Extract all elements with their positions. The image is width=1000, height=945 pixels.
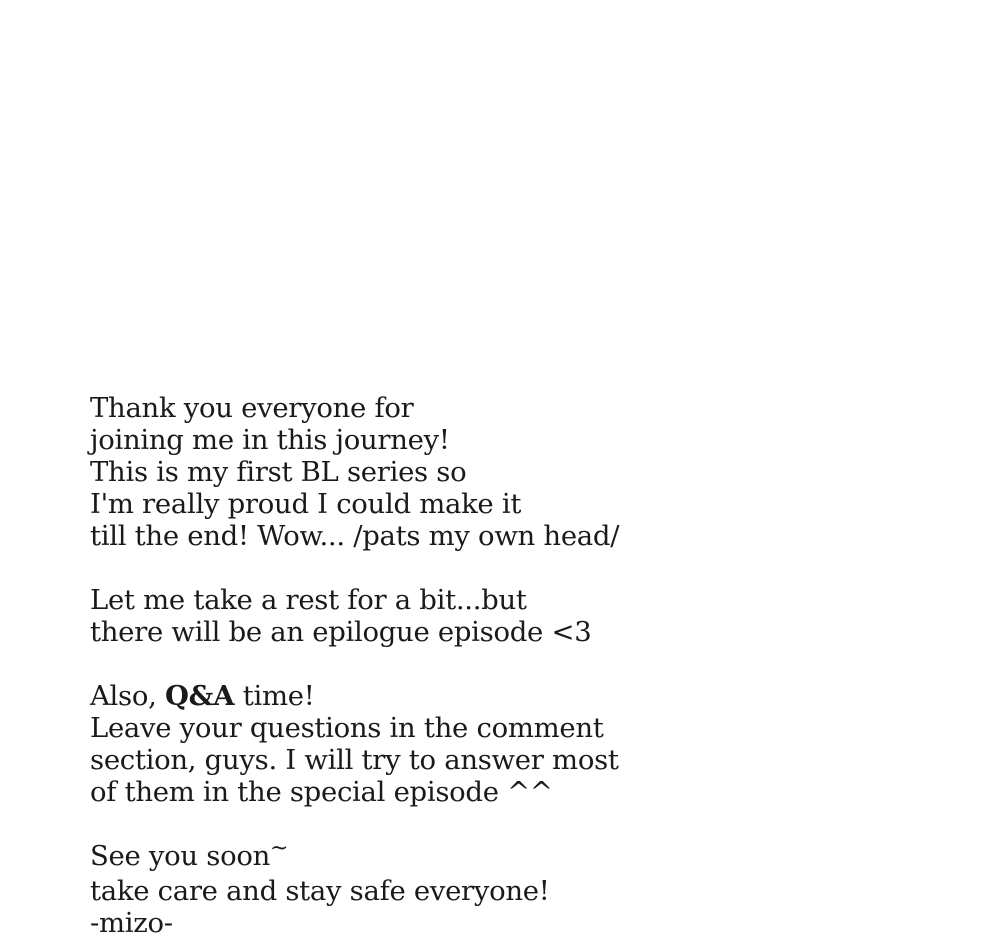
text-line: of them in the special episode ^^ [90,776,553,808]
qna-bold-label: Q&A [165,680,235,712]
qna-prefix: Also, [90,680,166,712]
text-line: I'm really proud I could make it [90,488,522,520]
farewell-paragraph [90,836,970,939]
see-you-line [90,836,970,875]
qna-suffix: time! [234,680,315,712]
text-line: Thank you everyone for [90,392,414,424]
tilde-mark: ~ [270,836,289,861]
text-line: joining me in this journey! [90,424,450,456]
rest-paragraph [90,584,970,648]
text-line: there will be an epilogue episode <3 [90,616,592,648]
thanks-paragraph [90,392,970,552]
author-signature: -mizo- [90,907,173,939]
see-you-text: See you soon [90,840,271,872]
text-line: Leave your questions in the comment [90,712,604,744]
author-note [90,392,970,939]
text-line: take care and stay safe everyone! [90,875,550,907]
text-line: Let me take a rest for a bit...but [90,584,527,616]
text-line: till the end! Wow... /pats my own head/ [90,520,620,552]
qna-line [90,680,970,712]
qna-paragraph [90,680,970,808]
text-line: This is my first BL series so [90,456,467,488]
text-line: section, guys. I will try to answer most [90,744,619,776]
